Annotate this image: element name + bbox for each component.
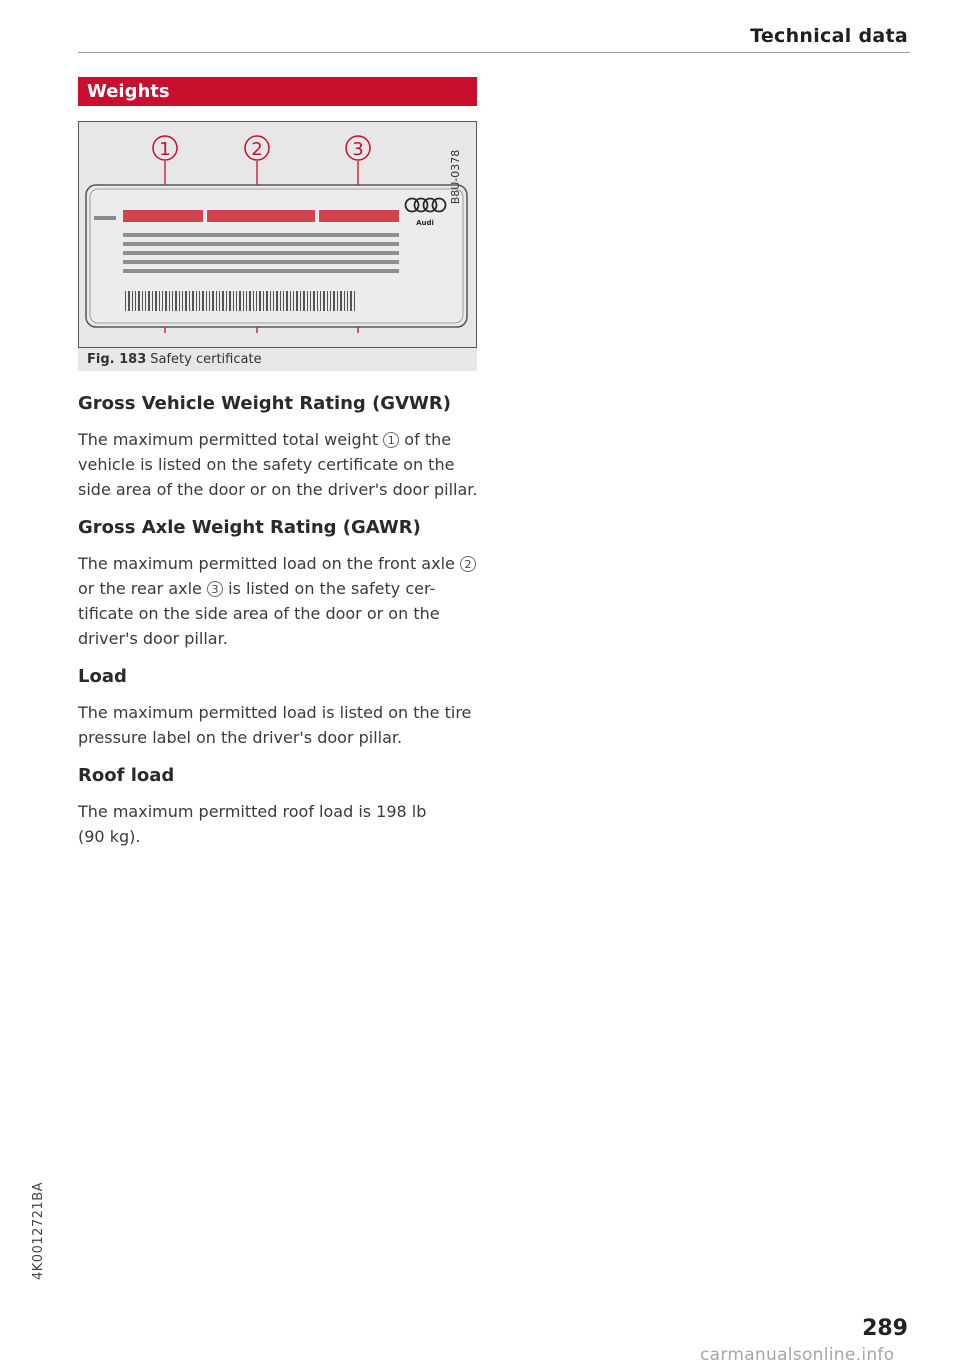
header-divider <box>78 52 910 53</box>
ref-circle-2: 2 <box>460 556 476 572</box>
label-text-line <box>123 242 399 246</box>
running-header: Technical data <box>750 25 908 47</box>
heading-load: Load <box>78 666 127 687</box>
callout-2 <box>245 136 269 160</box>
callout-label-3: 3 <box>352 139 364 160</box>
ref-circle-1: 1 <box>383 432 399 448</box>
label-field-front-axle <box>207 210 315 222</box>
paragraph-gawr: The maximum permitted load on the front axle 2 or the rear axle 3 is listed on the safety cer-tificate on the side area of the door or on the driver's door pillar. <box>78 551 488 651</box>
figure-safety-certificate <box>78 121 477 371</box>
heading-gawr: Gross Axle Weight Rating (GAWR) <box>78 517 421 538</box>
callout-label-2: 2 <box>251 139 263 160</box>
label-field-gvwr <box>123 210 203 222</box>
safety-certificate-illustration <box>78 121 477 348</box>
label-field-rear-axle <box>319 210 399 222</box>
section-banner: Weights <box>78 77 477 106</box>
barcode <box>125 291 355 311</box>
paragraph-gvwr: The maximum permitted total weight 1 of the vehicle is listed on the safety certificate on the side area of the door or on the driver's door pillar. <box>78 430 478 499</box>
callout-3 <box>346 136 370 160</box>
audi-brand-text: Audi <box>416 219 434 227</box>
label-text-line <box>123 251 399 255</box>
document-side-code: 4K0012721BA <box>31 1181 46 1280</box>
label-text-line <box>123 269 399 273</box>
label-text-line <box>123 233 399 237</box>
figure-number: Fig. 183 <box>87 352 147 367</box>
page-number: 289 <box>862 1316 908 1341</box>
heading-roof-load: Roof load <box>78 765 175 786</box>
watermark: carmanualsonline.info <box>700 1345 895 1365</box>
figure-code: B8U-0378 <box>449 149 462 205</box>
figure-caption-text: Safety certificate <box>150 352 262 367</box>
paragraph-roof-load: The maximum permitted roof load is 198 lb (90 kg). <box>78 802 427 846</box>
label-tag <box>94 216 116 220</box>
figure-caption <box>87 352 262 367</box>
heading-gvwr: Gross Vehicle Weight Rating (GVWR) <box>78 393 451 414</box>
callout-label-1: 1 <box>159 139 171 160</box>
label-text-line <box>123 260 399 264</box>
paragraph-load: The maximum permitted load is listed on the tire pressure label on the driver's door pillar. <box>78 703 472 747</box>
ref-circle-3: 3 <box>207 581 223 597</box>
callout-1 <box>153 136 177 160</box>
